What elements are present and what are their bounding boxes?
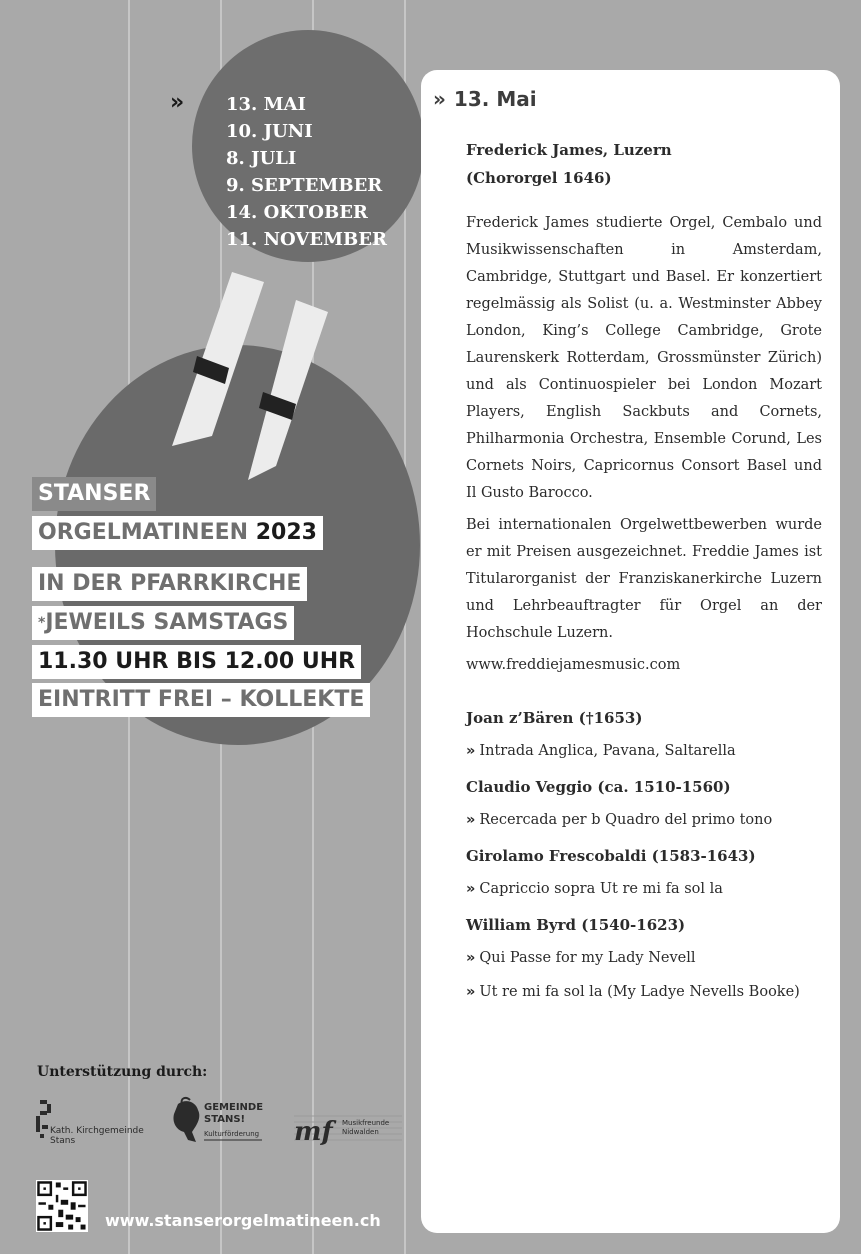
- musikfreunde-logo-text: Musikfreunde: [342, 1119, 390, 1127]
- piece-title: [466, 978, 822, 1006]
- program-item: [466, 704, 822, 765]
- piece-title: [466, 806, 822, 834]
- musikfreunde-logo-text: Nidwalden: [342, 1128, 379, 1136]
- piece-title: [466, 875, 822, 903]
- mf-logo-mark: mf: [294, 1117, 333, 1147]
- piece-text: Capriccio sopra Ut re mi fa sol la: [479, 881, 723, 897]
- composer-name: Joan z’Bären (†1653): [466, 709, 643, 727]
- piece-arrow-icon: »: [466, 743, 476, 759]
- organ-pipe: [172, 272, 264, 446]
- gemeinde-stans-logo: [170, 1096, 270, 1151]
- asterisk-mark: *: [38, 615, 46, 631]
- dates-arrow-icon: »: [170, 90, 185, 115]
- venue-label: IN DER PFARRKIRCHE: [32, 567, 307, 601]
- artist-name: [466, 136, 822, 192]
- piece-arrow-icon: »: [466, 950, 476, 966]
- kirchgemeinde-logo-text: Stans: [50, 1136, 76, 1146]
- card-body: [433, 136, 822, 1006]
- time-label: 11.30 UHR BIS 12.00 UHR: [32, 645, 361, 679]
- concert-date: 10. JUNI: [226, 121, 313, 142]
- composer-name: Claudio Veggio (ca. 1510-1560): [466, 778, 731, 796]
- gemeinde-stans-logo-text: STANS!: [204, 1114, 246, 1125]
- organ-pipe: [248, 300, 328, 480]
- title-word: ORGELMATINEEN: [38, 520, 249, 545]
- gemeinde-stans-logo-text: GEMEINDE: [204, 1102, 264, 1113]
- musikfreunde-logo: [292, 1108, 404, 1148]
- website-link[interactable]: www.stanserorgelmatineen.ch: [105, 1211, 381, 1230]
- piece-arrow-icon: »: [466, 881, 476, 897]
- card-date: 13. Mai: [453, 87, 537, 111]
- piece-text: Qui Passe for my Lady Nevell: [479, 950, 696, 966]
- piece-text: Recercada per b Quadro del primo tono: [479, 812, 773, 828]
- concert-date: 11. NOVEMBER: [226, 229, 387, 250]
- days-label: [32, 606, 294, 640]
- concert-date: 14. OKTOBER: [226, 202, 368, 223]
- artist-bio-paragraph: Bei internationalen Orgelwettbewerben wurde er mit Preisen ausgezeichnet. Freddie James ist Titularorganist der Franziskanerkirche Luzern und Lehrbeauftragter für Orgel an der Hochschule Luzern.: [466, 517, 822, 641]
- title-line-1: STANSER: [32, 477, 156, 511]
- concert-date: 9. SEPTEMBER: [226, 175, 383, 196]
- piece-text: Intrada Anglica, Pavana, Saltarella: [479, 743, 736, 759]
- artist-name-line: Frederick James, Luzern: [466, 141, 672, 159]
- program-item: [466, 773, 822, 834]
- kirchgemeinde-logo-text: Kath. Kirchgemeinde: [50, 1126, 144, 1136]
- artist-bio-paragraph: Frederick James studierte Orgel, Cembalo und Musikwissenschaften in Amsterdam, Cambridge, Stuttgart und Basel. Er konzertiert regelmässig als Solist (u. a. Westminster Abbey London, King’s College Cambridge, Grote Laurenskerk Rotterdam, Grossmünster Zürich) und als Continuospieler bei London Mozart Players, English Sackbuts and Cornets, Philharmonia Orchestra, Ensemble Corund, Les Cornets Noirs, Capricornus Consort Basel und Il Gusto Barocco.: [466, 215, 822, 501]
- program-card: [421, 70, 840, 1233]
- kirchgemeinde-logo: [36, 1098, 156, 1148]
- entry-label: EINTRITT FREI – KOLLEKTE: [32, 683, 370, 717]
- composer-name: William Byrd (1540-1623): [466, 916, 686, 934]
- concert-date: 13. MAI: [226, 94, 306, 115]
- days-text: JEWEILS SAMSTAGS: [45, 610, 289, 635]
- piece-text: Ut re mi fa sol la (My Ladye Nevells Booke): [479, 984, 800, 1000]
- qr-code-icon[interactable]: [36, 1180, 88, 1232]
- date-arrow-icon: »: [433, 87, 446, 111]
- card-heading: [433, 84, 822, 114]
- concert-date: 8. JULI: [226, 148, 297, 169]
- piece-title: [466, 944, 822, 972]
- piece-arrow-icon: »: [466, 812, 476, 828]
- ibex-icon: [173, 1101, 199, 1142]
- program-item: [466, 842, 822, 903]
- piece-title: [466, 737, 822, 765]
- gemeinde-stans-logo-text: Kulturförderung: [204, 1130, 260, 1138]
- concert-dates-list: [226, 91, 387, 253]
- program-item: [466, 911, 822, 1006]
- piece-arrow-icon: »: [466, 984, 476, 1000]
- artist-instrument-line: (Chororgel 1646): [466, 169, 612, 187]
- artist-website-link[interactable]: www.freddiejamesmusic.com: [466, 657, 681, 673]
- title-year: 2023: [255, 520, 317, 545]
- support-label: Unterstützung durch:: [37, 1064, 208, 1080]
- title-line-2: [32, 516, 323, 550]
- composer-name: Girolamo Frescobaldi (1583-1643): [466, 847, 756, 865]
